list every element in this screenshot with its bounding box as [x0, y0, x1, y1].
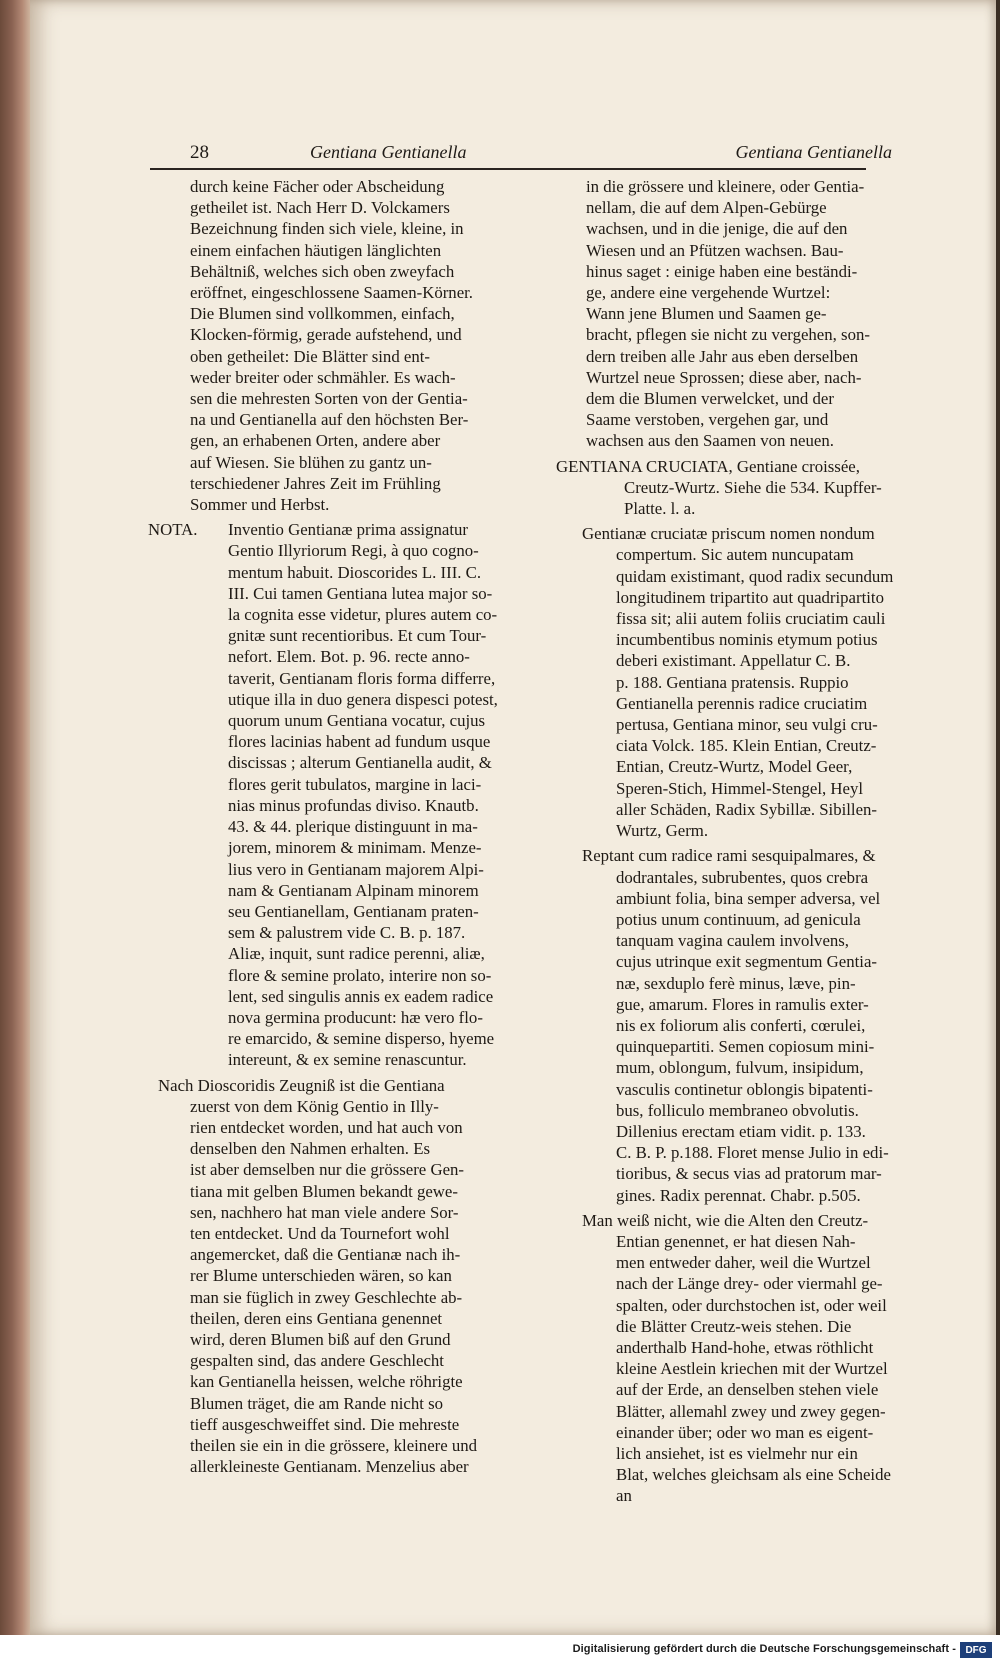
text-line: sem & palustrem vide C. B. p. 187. — [228, 923, 466, 943]
text-line: Saame verstoben, vergehen gar, und — [586, 410, 829, 430]
text-line: bracht, pflegen sie nicht zu vergehen, son- — [586, 325, 870, 345]
text-line: Bezeichnung finden sich viele, kleine, in — [190, 219, 464, 239]
text-line: Aliæ, inquit, sunt radice perenni, aliæ, — [228, 944, 485, 964]
page-number: 28 — [190, 142, 209, 163]
text-line: nellam, die auf dem Alpen-Gebürge — [586, 198, 827, 218]
text-line: nefort. Elem. Bot. p. 96. recte anno- — [228, 647, 470, 667]
text-line: eröffnet, eingeschlossene Saamen-Körner. — [190, 283, 474, 303]
text-line: auf der Erde, an denselben stehen viele — [616, 1380, 879, 1400]
text-line: gen, an erhabenen Orten, andere aber — [190, 431, 441, 451]
text-line: Wurtz, Germ. — [616, 821, 709, 841]
text-line: tiana mit gelben Blumen bekandt gewe- — [190, 1181, 458, 1201]
text-line: Gentianella perennis radice cruciatim — [616, 693, 868, 713]
text-line: nach der Länge drey- oder viermahl ge- — [616, 1274, 883, 1294]
text-line: wird, deren Blumen biß auf den Grund — [190, 1329, 451, 1349]
text-line: quinquepartiti. Semen copiosum mini- — [616, 1037, 875, 1057]
paragraph-r2 — [556, 456, 962, 520]
text-line: Klocken-förmig, gerade aufstehend, und — [190, 325, 462, 345]
text-line: flores gerit tubulatos, margine in laci- — [228, 774, 482, 794]
text-line: getheilet ist. Nach Herr D. Volckamers — [190, 198, 450, 218]
text-line: gnitæ sunt recentioribus. Et cum Tour- — [228, 626, 487, 646]
paragraph-p3 — [158, 1075, 562, 1478]
text-line: lius vero in Gentianam majorem Alpi- — [228, 859, 484, 879]
text-line: denselben den Nahmen erhalten. Es — [190, 1139, 430, 1159]
text-line: anderthalb Hand-hohe, etwas röthlicht — [616, 1337, 874, 1357]
text-line: Wurtzel neue Sprossen; diese aber, nach- — [586, 367, 862, 387]
text-line: auf Wiesen. Sie blühen zu gantz un- — [190, 452, 432, 472]
text-line: bus, folliculo membraneo obvolutis. — [616, 1100, 859, 1120]
right-column — [556, 172, 962, 1507]
text-line: durch keine Fächer oder Abscheidung — [190, 177, 445, 196]
text-line: Entian genennet, er hat diesen Nah- — [616, 1231, 856, 1251]
text-line: dern treiben alle Jahr aus eben derselben — [586, 346, 859, 366]
text-line: sen, nachhero hat man viele andere Sor- — [190, 1202, 459, 1222]
text-line: kleine Aestlein kriechen mit der Wurtzel — [616, 1359, 888, 1379]
text-line: Gentianæ cruciatæ priscum nomen nondum — [582, 524, 875, 544]
text-line: spalten, oder durchstochen ist, oder weil — [616, 1295, 887, 1315]
text-line: potius unum continuum, ad genicula — [616, 909, 861, 929]
text-line: tioribus, & secus vias ad pratorum mar- — [616, 1164, 882, 1184]
text-line: re emarcido, & semine disperso, hyeme — [228, 1029, 495, 1049]
paragraph-r1 — [586, 176, 962, 452]
text-line: la cognita esse videtur, plures autem co- — [228, 605, 498, 625]
text-line: zuerst von dem König Gentio in Illy- — [190, 1096, 439, 1116]
text-line: gines. Radix perennat. Chabr. p.505. — [616, 1185, 861, 1205]
text-line: allerkleineste Gentianam. Menzelius aber — [190, 1457, 469, 1477]
text-line: nam & Gentianam Alpinam minorem — [228, 880, 479, 900]
text-line: gespalten sind, das andere Geschlecht — [190, 1351, 444, 1371]
text-line: ist aber demselben nur die grössere Gen- — [190, 1160, 464, 1180]
text-line: deberi existimant. Appellatur C. B. — [616, 651, 851, 671]
text-line: Blat, welches gleichsam als eine Scheide — [616, 1465, 891, 1485]
text-line: Behältniß, welches sich oben zweyfach — [190, 261, 455, 281]
text-line: Man weiß nicht, wie die Alten den Creutz- — [582, 1210, 869, 1230]
text-line: Gentio Illyriorum Regi, à quo cogno- — [228, 541, 479, 561]
text-line: in die grössere und kleinere, oder Gentia- — [586, 177, 865, 196]
left-column — [148, 172, 562, 1477]
text-line: wachsen, und in die jenige, die auf den — [586, 219, 848, 239]
paragraph-r4 — [582, 845, 962, 1205]
text-line: Reptant cum radice rami sesquipalmares, & — [582, 846, 876, 866]
text-line: discissas ; alterum Gentianella audit, & — [228, 753, 492, 773]
paragraph-r3 — [582, 523, 962, 841]
text-line: ambiunt folia, bina semper adversa, vel — [616, 888, 881, 908]
text-line: Die Blumen sind vollkommen, einfach, — [190, 304, 455, 324]
text-line: ciata Volck. 185. Klein Entian, Creutz- — [616, 736, 877, 756]
text-line: incumbentibus nominis etymum potius — [616, 630, 878, 650]
text-line: wachsen aus den Saamen von neuen. — [586, 431, 834, 451]
running-title-left: Gentiana Gentianella — [310, 142, 467, 162]
text-line: GENTIANA CRUCIATA, Gentiane croissée, — [556, 456, 860, 476]
text-line: utique illa in duo genera dispesci potest, — [228, 689, 498, 709]
text-line: jorem, minorem & minimam. Menze- — [228, 838, 482, 858]
text-line: ge, andere eine vergehende Wurtzel: — [586, 283, 831, 303]
text-line: einander über; oder wo man es eigent- — [616, 1422, 874, 1442]
text-line: theilen, deren eins Gentiana genennet — [190, 1308, 443, 1328]
dfg-logo: DFG — [960, 1642, 992, 1658]
paragraph-nota — [148, 519, 562, 1070]
text-line: C. B. P. p.188. Floret mense Julio in edi- — [616, 1143, 889, 1163]
text-line: Platte. l. a. — [624, 499, 696, 519]
text-line: rien entdecket worden, und hat auch von — [190, 1117, 463, 1137]
text-line: man sie füglich in zwey Geschlechte ab- — [190, 1287, 463, 1307]
text-line: Entian, Creutz-Wurtz, Model Geer, — [616, 757, 853, 777]
text-line: taverit, Gentianam floris forma differre, — [228, 668, 496, 688]
running-title-right: Gentiana Gentianella — [735, 142, 892, 162]
text-line: fissa sit; alii autem foliis cruciatim cauli — [616, 609, 886, 629]
text-line: theilen sie ein in die grössere, kleinere und — [190, 1435, 478, 1455]
text-line: næ, sexduplo ferè minus, læve, pin- — [616, 973, 856, 993]
text-line: tanquam vagina caulem involvens, — [616, 931, 850, 951]
text-line: dem die Blumen verwelcket, und der — [586, 389, 834, 409]
book-spine — [0, 0, 30, 1635]
text-line: Nach Dioscoridis Zeugniß ist die Gentiana — [158, 1075, 445, 1095]
text-line: Dillenius erectam etiam vidit. p. 133. — [616, 1121, 866, 1141]
text-line: ten entdecket. Und da Tournefort wohl — [190, 1223, 450, 1243]
text-line: nova germina producunt: hæ vero flo- — [228, 1007, 483, 1027]
text-line: nias minus profundas diviso. Knautb. — [228, 795, 479, 815]
paragraph-r5 — [582, 1210, 962, 1507]
text-line: hinus saget : einige haben eine beständi- — [586, 261, 858, 281]
text-line: vasculis continetur oblongis bipatenti- — [616, 1079, 873, 1099]
page-header — [150, 136, 892, 170]
text-line: Creutz-Wurtz. Siehe die 534. Kupffer- — [624, 477, 882, 497]
text-line: rer Blume unterschieden wären, so kan — [190, 1266, 452, 1286]
text-line: Wann jene Blumen und Saamen ge- — [586, 304, 827, 324]
text-line: gue, amarum. Flores in ramulis exter- — [616, 994, 869, 1014]
paragraph-p1 — [190, 176, 562, 515]
text-line: p. 188. Gentiana pratensis. Ruppio — [616, 672, 849, 692]
text-line: Wiesen und an Pfützen wachsen. Bau- — [586, 240, 844, 260]
text-line: mum, oblongum, fulvum, insipidum, — [616, 1058, 864, 1078]
text-line: quidam existimant, quod radix secundum — [616, 566, 894, 586]
text-line: quorum unum Gentiana vocatur, cujus — [228, 711, 486, 731]
text-line: einem einfachen häutigen länglichten — [190, 240, 442, 260]
text-line: men entweder daher, weil die Wurtzel — [616, 1253, 871, 1273]
text-line: oben getheilet: Die Blätter sind ent- — [190, 346, 430, 366]
text-line: mentum habuit. Dioscorides L. III. C. — [228, 562, 482, 582]
text-line: angemercket, daß die Gentianæ nach ih- — [190, 1245, 461, 1265]
text-line: compertum. Sic autem nuncupatam — [616, 545, 854, 565]
text-line: cujus utrinque exit segmentum Gentia- — [616, 952, 877, 972]
text-line: longitudinem tripartito aut quadripartito — [616, 587, 884, 607]
text-line: flore & semine prolato, interire non so- — [228, 965, 492, 985]
text-line: aller Schäden, Radix Sybillæ. Sibillen- — [616, 799, 878, 819]
text-line: die Blätter Creutz-weis stehen. Die — [616, 1316, 852, 1336]
text-line: Blumen träget, die am Rande nicht so — [190, 1393, 444, 1413]
text-line: lent, sed singulis annis ex eadem radice — [228, 986, 494, 1006]
text-line: na und Gentianella auf den höchsten Ber- — [190, 410, 469, 430]
text-span: Inventio Gentianæ prima assignatur — [228, 520, 469, 540]
text-line: sen die mehresten Sorten von der Gentia- — [190, 389, 468, 409]
text-line: terschiedener Jahres Zeit im Frühling — [190, 473, 441, 493]
text-line: Speren-Stich, Himmel-Stengel, Heyl — [616, 778, 864, 798]
text-line: pertusa, Gentiana minor, seu vulgi cru- — [616, 715, 878, 735]
text-line: 43. & 44. plerique distinguunt in ma- — [228, 817, 478, 837]
nota-label: NOTA. — [148, 520, 198, 540]
text-line: seu Gentianellam, Gentianam praten- — [228, 901, 479, 921]
footer-bar — [0, 1635, 1000, 1665]
text-line: intereunt, & ex semine renascuntur. — [228, 1050, 467, 1070]
text-line — [148, 519, 562, 540]
text-line: flores lacinias habent ad fundum usque — [228, 732, 491, 752]
text-line: an — [616, 1486, 632, 1506]
text-line: Blätter, allemahl zwey und zwey gegen- — [616, 1401, 886, 1421]
text-line: dodrantales, subrubentes, quos crebra — [616, 867, 869, 887]
text-line: kan Gentianella heissen, welche röhrigte — [190, 1372, 463, 1392]
text-line: nis ex foliorum alis conferti, cœrulei, — [616, 1015, 866, 1035]
text-line: tieff ausgeschweiffet sind. Die mehreste — [190, 1414, 460, 1434]
text-line: III. Cui tamen Gentiana lutea major so- — [228, 583, 493, 603]
text-line: lich ansiehet, ist es vielmehr nur ein — [616, 1443, 858, 1463]
digitization-credit: Digitalisierung gefördert durch die Deutsche Forschungsgemeinschaft - — [572, 1643, 956, 1655]
text-line: weder breiter oder schmähler. Es wach- — [190, 367, 456, 387]
text-line: Sommer und Herbst. — [190, 495, 330, 515]
